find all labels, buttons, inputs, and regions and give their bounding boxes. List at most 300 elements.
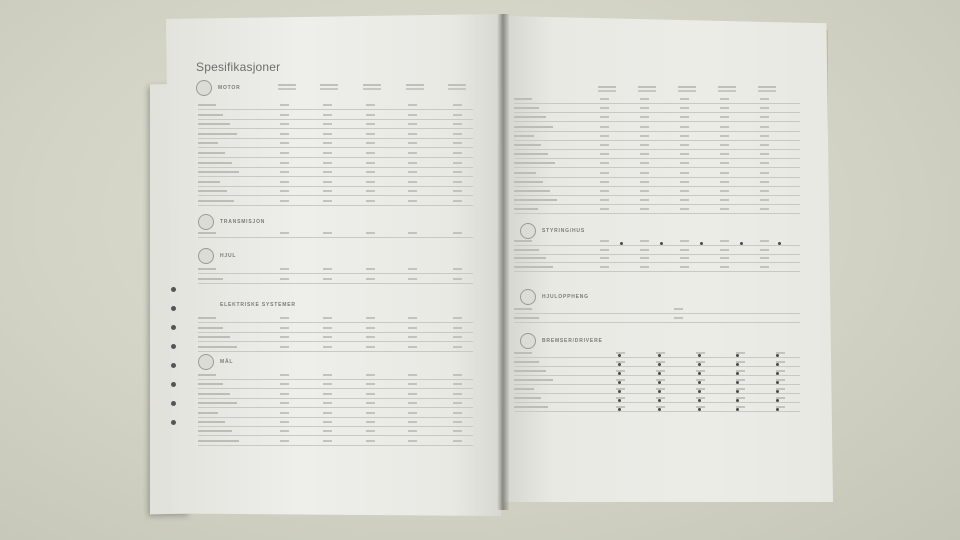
cell-placeholder (280, 327, 289, 329)
table-row (198, 332, 473, 342)
cell-placeholder (760, 126, 769, 128)
page-edge-bullets (171, 287, 177, 439)
cell-placeholder (408, 114, 417, 116)
cell-placeholder (280, 440, 289, 442)
cell-placeholder (408, 278, 417, 280)
section-title: BREMSER/DRIVERE (542, 338, 603, 344)
cell-placeholder (323, 142, 332, 144)
cell-placeholder (323, 412, 332, 414)
cell-placeholder (600, 249, 609, 251)
row-label-placeholder (198, 200, 234, 202)
column-header-placeholder (758, 86, 776, 92)
column-header-placeholder (598, 86, 616, 92)
cell-placeholder (453, 200, 462, 202)
row-label-placeholder (514, 181, 543, 183)
cell-placeholder (680, 144, 689, 146)
cell-placeholder (720, 144, 729, 146)
cell-placeholder (640, 135, 649, 137)
cell-placeholder (600, 181, 609, 183)
cell-placeholder (453, 268, 462, 270)
row-label-placeholder (514, 352, 532, 354)
cell-placeholder (366, 430, 375, 432)
cell-placeholder (453, 181, 462, 183)
cell-placeholder (323, 152, 332, 154)
cell-placeholder (366, 402, 375, 404)
cell-placeholder (408, 374, 417, 376)
section-title: ELEKTRISKE SYSTEMER (220, 302, 296, 308)
cell-placeholder (280, 133, 289, 135)
cell-placeholder (760, 190, 769, 192)
cell-placeholder (408, 123, 417, 125)
section-elektriske-systemer (198, 297, 296, 313)
table-bullet (618, 354, 621, 357)
table-bullet (618, 408, 621, 411)
table-bullet (776, 408, 779, 411)
table-row (198, 274, 473, 284)
cell-placeholder (720, 116, 729, 118)
cell-placeholder (408, 190, 417, 192)
cell-placeholder (680, 135, 689, 137)
table-bullet (698, 399, 701, 402)
cell-placeholder (453, 162, 462, 164)
cell-placeholder (323, 317, 332, 319)
table-row (198, 196, 473, 206)
table-bullet (658, 390, 661, 393)
cell-placeholder (366, 346, 375, 348)
row-label-placeholder (514, 199, 557, 201)
cell-placeholder (366, 383, 375, 385)
cell-placeholder (760, 257, 769, 259)
cell-placeholder (760, 249, 769, 251)
cell-placeholder (453, 171, 462, 173)
column-header-placeholder (278, 84, 296, 90)
cell-placeholder (366, 232, 375, 234)
row-label-placeholder (514, 308, 532, 310)
cell-placeholder (408, 412, 417, 414)
cell-placeholder (323, 104, 332, 106)
cell-placeholder (366, 162, 375, 164)
cell-placeholder (600, 266, 609, 268)
table-bullet (658, 354, 661, 357)
cell-placeholder (366, 200, 375, 202)
cell-placeholder (674, 317, 683, 319)
row-label-placeholder (198, 430, 232, 432)
cell-placeholder (366, 114, 375, 116)
row-label-placeholder (198, 412, 218, 414)
cell-placeholder (323, 232, 332, 234)
cell-placeholder (600, 190, 609, 192)
row-label-placeholder (198, 346, 237, 348)
cell-placeholder (453, 104, 462, 106)
table-row (198, 167, 473, 177)
cell-placeholder (280, 114, 289, 116)
cell-placeholder (640, 181, 649, 183)
cell-placeholder (280, 412, 289, 414)
cell-placeholder (280, 232, 289, 234)
cell-placeholder (600, 257, 609, 259)
row-label-placeholder (514, 370, 546, 372)
cell-placeholder (720, 190, 729, 192)
row-label-placeholder (198, 171, 239, 173)
row-label-placeholder (198, 402, 237, 404)
row-label-placeholder (514, 162, 555, 164)
table-row (198, 186, 473, 196)
cell-placeholder (280, 278, 289, 280)
cell-placeholder (720, 135, 729, 137)
cell-placeholder (323, 181, 332, 183)
row-label-placeholder (198, 383, 223, 385)
cell-placeholder (640, 162, 649, 164)
table-bullet (736, 372, 739, 375)
row-label-placeholder (514, 266, 553, 268)
cell-placeholder (720, 153, 729, 155)
row-label-placeholder (514, 317, 539, 319)
cell-placeholder (600, 135, 609, 137)
table-bullet (776, 363, 779, 366)
table-bullet (698, 381, 701, 384)
cell-placeholder (640, 153, 649, 155)
cell-placeholder (366, 440, 375, 442)
cell-placeholder (640, 257, 649, 259)
cell-placeholder (280, 383, 289, 385)
table-bullet (740, 242, 743, 245)
cell-placeholder (720, 126, 729, 128)
cell-placeholder (720, 162, 729, 164)
cell-placeholder (453, 123, 462, 125)
cell-placeholder (640, 199, 649, 201)
cell-placeholder (640, 208, 649, 210)
row-label-placeholder (198, 162, 232, 164)
table-bullet (698, 408, 701, 411)
cell-placeholder (640, 172, 649, 174)
cell-placeholder (760, 162, 769, 164)
cell-placeholder (323, 171, 332, 173)
table-bullet (736, 363, 739, 366)
row-label-placeholder (198, 336, 230, 338)
cell-placeholder (600, 162, 609, 164)
table-row (198, 264, 473, 274)
row-label-placeholder (198, 114, 223, 116)
cell-placeholder (408, 181, 417, 183)
row-label-placeholder (514, 361, 539, 363)
cell-placeholder (760, 172, 769, 174)
cell-placeholder (366, 374, 375, 376)
cell-placeholder (640, 98, 649, 100)
table-row (198, 177, 473, 187)
section-title: STYRING/HUS (542, 228, 585, 234)
section-hjuloppheng (520, 289, 589, 305)
cell-placeholder (323, 421, 332, 423)
table-bullet (660, 242, 663, 245)
cell-placeholder (760, 153, 769, 155)
cell-placeholder (720, 208, 729, 210)
cell-placeholder (323, 162, 332, 164)
cell-placeholder (366, 393, 375, 395)
cell-placeholder (680, 199, 689, 201)
column-header-placeholder (718, 86, 736, 92)
cell-placeholder (366, 190, 375, 192)
cell-placeholder (323, 133, 332, 135)
row-label-placeholder (198, 181, 220, 183)
section-bremser (520, 333, 603, 349)
table-bullet (776, 381, 779, 384)
cell-placeholder (600, 172, 609, 174)
cell-placeholder (280, 152, 289, 154)
table-bullet (620, 242, 623, 245)
row-label-placeholder (514, 397, 541, 399)
cell-placeholder (453, 152, 462, 154)
table-row (198, 313, 473, 323)
row-label-placeholder (198, 123, 230, 125)
cell-placeholder (640, 107, 649, 109)
cell-placeholder (323, 114, 332, 116)
cell-placeholder (720, 266, 729, 268)
cell-placeholder (453, 133, 462, 135)
cell-placeholder (760, 181, 769, 183)
cell-placeholder (453, 190, 462, 192)
table-row (198, 129, 473, 139)
cell-placeholder (453, 430, 462, 432)
cell-placeholder (680, 240, 689, 242)
table-row (198, 119, 473, 129)
row-label-placeholder (514, 135, 534, 137)
row-label-placeholder (514, 190, 550, 192)
cell-placeholder (408, 317, 417, 319)
row-label-placeholder (514, 249, 539, 251)
cell-placeholder (680, 153, 689, 155)
table-bullet (736, 354, 739, 357)
row-label-placeholder (198, 374, 216, 376)
cell-placeholder (408, 346, 417, 348)
table-bullet (658, 363, 661, 366)
cell-placeholder (280, 190, 289, 192)
table-bullet (618, 363, 621, 366)
column-header-placeholder (406, 84, 424, 90)
cell-placeholder (680, 266, 689, 268)
row-label-placeholder (198, 152, 225, 154)
cell-placeholder (280, 374, 289, 376)
section-title: TRANSMISJON (220, 219, 266, 225)
cell-placeholder (280, 393, 289, 395)
cell-placeholder (640, 240, 649, 242)
ruler-icon (198, 354, 214, 370)
table-bullet (618, 381, 621, 384)
cell-placeholder (323, 190, 332, 192)
cell-placeholder (280, 200, 289, 202)
row-label-placeholder (514, 379, 553, 381)
cell-placeholder (680, 98, 689, 100)
row-label-placeholder (198, 393, 230, 395)
cell-placeholder (600, 126, 609, 128)
table-bullet (698, 363, 701, 366)
cell-placeholder (280, 162, 289, 164)
cell-placeholder (323, 268, 332, 270)
engine-icon (196, 80, 212, 96)
row-label-placeholder (198, 232, 216, 234)
table-bullet (658, 381, 661, 384)
cell-placeholder (453, 327, 462, 329)
cell-placeholder (323, 393, 332, 395)
cell-placeholder (680, 208, 689, 210)
cell-placeholder (323, 374, 332, 376)
cell-placeholder (680, 107, 689, 109)
book-spine (497, 14, 509, 510)
table-row (198, 138, 473, 148)
cell-placeholder (640, 126, 649, 128)
cell-placeholder (408, 162, 417, 164)
row-label-placeholder (514, 172, 536, 174)
cell-placeholder (680, 190, 689, 192)
cell-placeholder (453, 142, 462, 144)
table-row (514, 262, 800, 272)
cell-placeholder (453, 317, 462, 319)
column-header-placeholder (363, 84, 381, 90)
row-label-placeholder (514, 257, 546, 259)
cell-placeholder (323, 440, 332, 442)
cell-placeholder (453, 393, 462, 395)
row-label-placeholder (514, 126, 553, 128)
table-bullet (736, 381, 739, 384)
cell-placeholder (600, 144, 609, 146)
cell-placeholder (280, 268, 289, 270)
section-maal (198, 354, 233, 370)
table-bullet (776, 390, 779, 393)
table-bullet (658, 399, 661, 402)
table-bullet (700, 242, 703, 245)
cell-placeholder (366, 421, 375, 423)
cell-placeholder (720, 240, 729, 242)
table-bullet (698, 354, 701, 357)
cell-placeholder (640, 249, 649, 251)
cell-placeholder (680, 162, 689, 164)
cell-placeholder (640, 116, 649, 118)
column-header-placeholder (448, 84, 466, 90)
cell-placeholder (366, 268, 375, 270)
cell-placeholder (366, 317, 375, 319)
table-bullet (618, 390, 621, 393)
cell-placeholder (600, 208, 609, 210)
table-row (198, 158, 473, 168)
cell-placeholder (453, 346, 462, 348)
cell-placeholder (453, 383, 462, 385)
cell-placeholder (408, 393, 417, 395)
cell-placeholder (323, 346, 332, 348)
wheel-icon (198, 248, 214, 264)
suspension-icon (520, 289, 536, 305)
cell-placeholder (323, 430, 332, 432)
cell-placeholder (680, 172, 689, 174)
cell-placeholder (408, 430, 417, 432)
row-label-placeholder (514, 388, 534, 390)
table-row (514, 402, 800, 412)
cell-placeholder (408, 327, 417, 329)
cell-placeholder (280, 336, 289, 338)
cell-placeholder (323, 200, 332, 202)
cell-placeholder (323, 278, 332, 280)
cell-placeholder (453, 278, 462, 280)
row-label-placeholder (198, 421, 225, 423)
cell-placeholder (760, 135, 769, 137)
cell-placeholder (323, 402, 332, 404)
cell-placeholder (720, 249, 729, 251)
row-label-placeholder (198, 190, 227, 192)
cell-placeholder (600, 116, 609, 118)
row-label-placeholder (514, 153, 548, 155)
cell-placeholder (280, 181, 289, 183)
row-label-placeholder (198, 440, 239, 442)
cell-placeholder (600, 199, 609, 201)
cell-placeholder (680, 116, 689, 118)
cell-placeholder (280, 402, 289, 404)
cell-placeholder (280, 430, 289, 432)
row-label-placeholder (198, 104, 216, 106)
row-label-placeholder (514, 107, 539, 109)
cell-placeholder (453, 421, 462, 423)
cell-placeholder (760, 144, 769, 146)
cell-placeholder (640, 266, 649, 268)
row-label-placeholder (514, 240, 532, 242)
cell-placeholder (280, 142, 289, 144)
table-bullet (778, 242, 781, 245)
table-bullet (776, 372, 779, 375)
cell-placeholder (680, 257, 689, 259)
cell-placeholder (760, 208, 769, 210)
section-motor (196, 80, 241, 96)
row-label-placeholder (514, 144, 541, 146)
cell-placeholder (640, 190, 649, 192)
cell-placeholder (408, 383, 417, 385)
cell-placeholder (600, 98, 609, 100)
cell-placeholder (760, 240, 769, 242)
cell-placeholder (720, 199, 729, 201)
table-row (198, 436, 473, 446)
table-bullet (698, 390, 701, 393)
cell-placeholder (453, 402, 462, 404)
cell-placeholder (600, 107, 609, 109)
brake-icon (520, 333, 536, 349)
table-row (198, 228, 473, 238)
cell-placeholder (600, 240, 609, 242)
table-bullet (736, 408, 739, 411)
cell-placeholder (366, 152, 375, 154)
section-title: HJULOPPHENG (542, 294, 589, 300)
row-label-placeholder (514, 98, 532, 100)
cell-placeholder (280, 317, 289, 319)
cell-placeholder (280, 123, 289, 125)
table-bullet (698, 372, 701, 375)
table-row (198, 148, 473, 158)
cell-placeholder (366, 327, 375, 329)
table-bullet (776, 399, 779, 402)
cell-placeholder (366, 336, 375, 338)
row-label-placeholder (514, 116, 546, 118)
cell-placeholder (366, 412, 375, 414)
column-header-placeholder (678, 86, 696, 92)
cell-placeholder (640, 144, 649, 146)
cell-placeholder (408, 268, 417, 270)
cell-placeholder (366, 133, 375, 135)
cell-placeholder (720, 98, 729, 100)
cell-placeholder (408, 200, 417, 202)
row-label-placeholder (514, 406, 548, 408)
cell-placeholder (453, 412, 462, 414)
cell-placeholder (280, 421, 289, 423)
column-header-placeholder (638, 86, 656, 92)
cell-placeholder (366, 104, 375, 106)
section-title: MÅL (220, 359, 234, 365)
cell-placeholder (323, 336, 332, 338)
cell-placeholder (408, 232, 417, 234)
